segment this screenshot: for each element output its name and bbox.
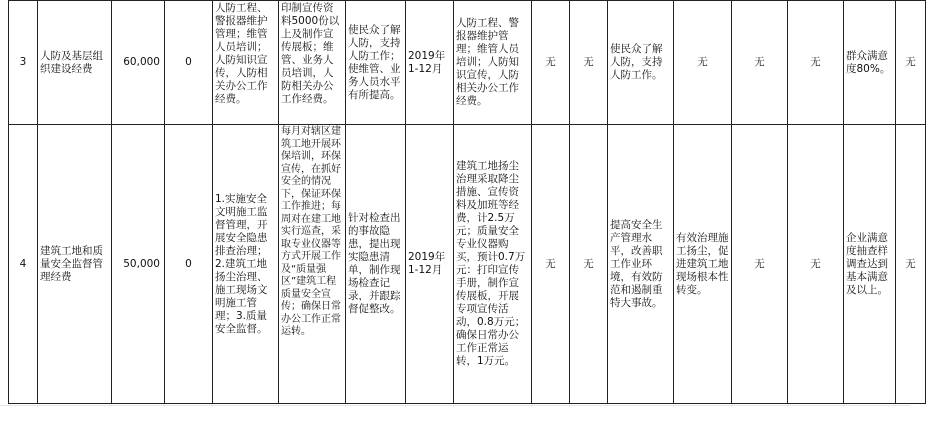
implementation-period: 2019年1-12月 <box>406 1 454 125</box>
other-amount: 0 <box>165 125 213 404</box>
row-number: 3 <box>9 1 38 125</box>
ecological-effect: 有效治理施工扬尘，促进建筑工地现场根本性转变。 <box>674 125 732 404</box>
budget-table <box>8 0 926 404</box>
indicator-cell: 无 <box>732 1 788 125</box>
row-number: 4 <box>9 125 38 404</box>
project-goal: 使民众了解人防，支持人防工作；使维管、业务人员水平有所提高。 <box>346 1 406 125</box>
indicator-cell: 无 <box>570 125 608 404</box>
project-content: 1.实施安全文明施工监督管理，开展安全隐患排查治理；2.建筑工地扬尘治理、施工现场文明施工管理；3.质量安全监督。 <box>213 125 279 404</box>
implementation-measures: 每月对辖区建筑工地开展环保培训，环保宣传，在抓好安全的情况下，保证环保工作推进；每周对在建工地实行巡查，采取专业仪器等方式开展工作及“质量强区”建筑工程质量安全宣传；确保日常办公工作正常运转。 <box>279 125 346 404</box>
page-edge-divider <box>0 405 910 406</box>
project-name: 建筑工地和质量安全监督管理经费 <box>38 125 112 404</box>
output-indicator: 建筑工地扬尘治理采取降尘措施、宣传资料及加班等经费，计2.5万元；质量安全专业仪器购买，预计0.7万元：打印宣传手册，制作宣传展板，开展专项宣传活动，0.8万元；确保日常办公工作正常运转，1万元。 <box>454 125 532 404</box>
indicator-cell: 无 <box>674 1 732 125</box>
satisfaction-indicator: 企业满意度抽查样调查达到基本满意及以上。 <box>844 125 896 404</box>
social-effect: 使民众了解人防，支持人防工作。 <box>608 1 674 125</box>
budget-amount: 60,000 <box>112 1 165 125</box>
implementation-measures: 印制宣传资料5000份以上及制作宣传展板；维管、业务人员培训，人防相关办公工作经费。 <box>279 1 346 125</box>
budget-amount: 50,000 <box>112 125 165 404</box>
project-content: 人防工程、警报器维护管理；维管人员培训；人防知识宣传，人防相关办公工作经费。 <box>213 1 279 125</box>
budget-table-sheet <box>8 0 916 402</box>
other-amount: 0 <box>165 1 213 125</box>
output-indicator: 人防工程、警报器维护管理；维管人员培训；人防知识宣传，人防相关办公工作经费。 <box>454 1 532 125</box>
table-row <box>9 125 926 404</box>
indicator-cell: 无 <box>570 1 608 125</box>
implementation-period: 2019年1-12月 <box>406 125 454 404</box>
social-effect: 提高安全生产管理水平，改善职工作业环境，有效防范和遏制重特大事故。 <box>608 125 674 404</box>
indicator-cell: 无 <box>732 125 788 404</box>
table-row <box>9 1 926 125</box>
satisfaction-indicator: 群众满意度80%。 <box>844 1 896 125</box>
project-goal: 针对检查出的事故隐患，提出现实隐患清单，制作现场检查记录，并跟踪督促整改。 <box>346 125 406 404</box>
indicator-cell: 无 <box>896 1 926 125</box>
indicator-cell: 无 <box>532 125 570 404</box>
indicator-cell: 无 <box>788 125 844 404</box>
indicator-cell: 无 <box>896 125 926 404</box>
indicator-cell: 无 <box>532 1 570 125</box>
indicator-cell: 无 <box>788 1 844 125</box>
project-name: 人防及基层组织建设经费 <box>38 1 112 125</box>
